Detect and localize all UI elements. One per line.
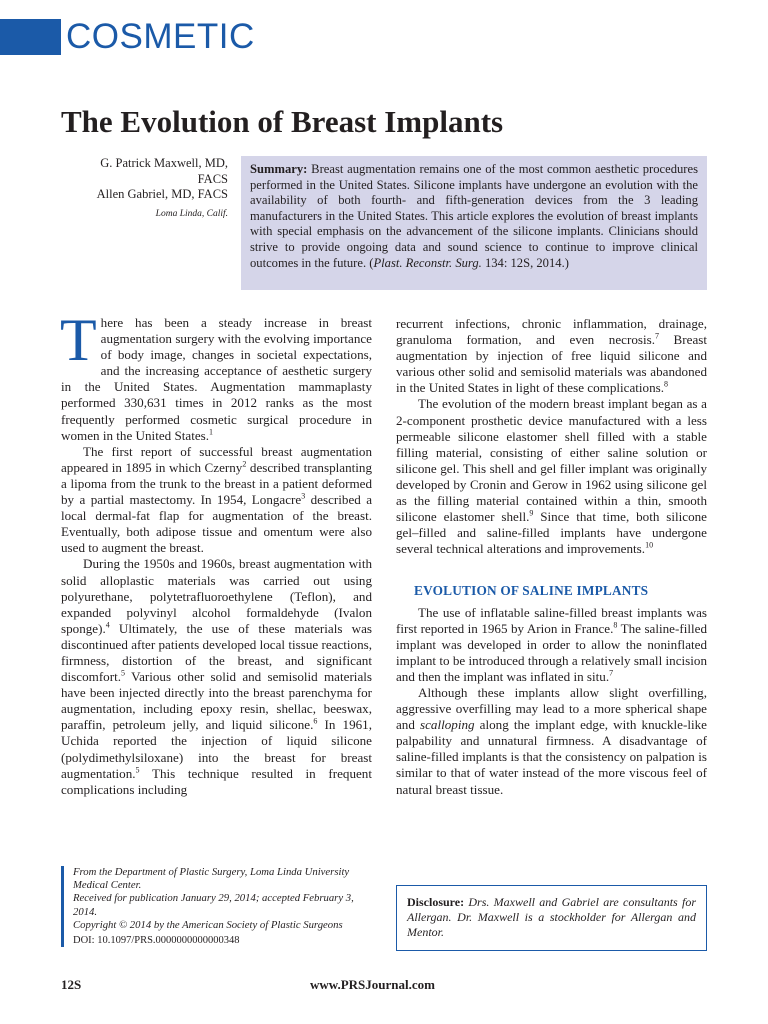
author-line: G. Patrick Maxwell, MD, [100, 156, 228, 170]
disclosure-box [396, 885, 707, 951]
author-block [60, 156, 228, 222]
body-paragraph: During the 1950s and 1960s, breast augmentation with solid alloplastic materials was carried out using polyurethane, polytetrafluoroethylene (Teflon), and expanded polyvinyl alcohol formaldehyde (Ivalon sponge).$^4$ Ultimately, the use of these materials was discontinued after patients developed local tissue reactions, firmness, distortion of the breast, and significant discomfort.$^5$ Various other solid and semisolid materials have been injected directly into the breast parenchyma for augmentation, including epoxy resin, shellac, beeswax, paraffin, petroleum jelly, and liquid silicone.$^6$ In 1961, Uchida reported the injection of liquid silicone (polydimethylsiloxane) into the breast for breast augmentation.$^5$ This technique resulted in frequent complications including [61, 556, 372, 797]
summary-label: Summary: [250, 162, 308, 176]
author-line: FACS [197, 171, 228, 186]
body-paragraph: The evolution of the modern breast implant began as a 2-component prosthetic device manufactured with a less permeable silicone elastomer shell filled with a stable filling material, consisting of either saline solution or silicone gel. This shell and gel filler implant was originally developed by Cronin and Gerow in 1962 using silicone gel as the filling material contained within a thin, smooth silicone elastomer shell.$^9$ Since that time, both silicone gel–filled and saline-filled implants have undergone several technical alterations and improvements.$^{10}$ [396, 396, 707, 557]
body-paragraph: The first report of successful breast augmentation appeared in 1895 in which Czerny$^2$ described transplanting a lipoma from the trunk to the breast in a patient deformed by a partial mastectomy. In 1954, Longacre$^3$ described a local dermal-fat flap for augmentation of the breast. Eventually, both adipose tissue and omentum were also used to augment the breast. [61, 443, 373, 556]
body-paragraph: The use of inflatable saline-filled breast implants was first reported in 1965 by Arion in France.$^8$ The saline-filled implant was developed in order to allow the noninflated implant to be introduced through a relatively small incision and then the implant was inflated in situ.$^7$ [396, 604, 707, 684]
body-paragraph: recurrent infections, chronic inflammation, drainage, granuloma formation, and even necrosis.$^7$ Breast augmentation by injection of free liquid silicone and various other solid and semisolid materials was abandoned in the United States in light of these complications.$^8$ [396, 316, 708, 396]
section-label: COSMETIC [66, 17, 255, 56]
article-title: The Evolution of Breast Implants [61, 104, 504, 139]
author-line: Allen Gabriel, MD, FACS [96, 187, 228, 201]
summary-box [241, 156, 707, 290]
article-footnote [61, 866, 372, 947]
footnote-received: Received for publication January 29, 2014; accepted February 3, 2014. [73, 892, 354, 918]
journal-website-link[interactable]: www.PRSJournal.com [310, 977, 435, 992]
body-column-right [396, 316, 707, 798]
journal-citation: Plast. Reconstr. Surg. [373, 255, 482, 270]
disclosure-text: Drs. Maxwell and Gabriel are consultants for Allergan. Dr. Maxwell is a stockholder for Allergan and Mentor. [407, 895, 696, 940]
footnote-affiliation: From the Department of Plastic Surgery, Loma Linda University Medical Center. [73, 866, 350, 892]
section-color-band [0, 19, 61, 55]
body-paragraph: Although these implants allow slight overfilling, aggressive overfilling may lead to a more spherical shape and scalloping along the implant edge, with knuckle-like palpability and unnatural firmness. A disadvantage of saline-filled implants is that the consistency on palpation is similar to that of water instead of the more viscous feel of natural breast tissue. [396, 684, 707, 797]
citation-details: 134: 12S, 2014.) [481, 255, 569, 270]
disclosure-label: Disclosure: [407, 895, 465, 909]
section-heading: EVOLUTION OF SALINE IMPLANTS [414, 583, 649, 599]
body-paragraph: here has been a steady increase in breast augmentation surgery with the evolving importance of body image, changes in societal expectations, and the increasing acceptance of aesthetic surgery in the United States. Augmentation mammaplasty performed 330,631 times in 2012 ranks as the most frequently performed cosmetic surgical procedure in women in the United States.$^1$ [61, 315, 372, 443]
footnote-copyright: Copyright © 2014 by the American Society of Plastic Surgeons [73, 918, 343, 931]
page-number: 12S [61, 977, 82, 992]
summary-text: Breast augmentation remains one of the most common aesthetic procedures performed in the United States. Silicone implants have undergone an evolution with the availability of both fourth- and fifth-generation devices from the 3 leading manufacturers in the United States. This article explores the evolution of breast implants with special emphasis on the advancement of the silicone implants. Clinicians should strive to provide ongoing data and sound science to continue to improve clinical outcomes in the future. ( [250, 162, 698, 270]
author-location: Loma Linda, Calif. [155, 208, 228, 219]
body-column-left [60, 307, 373, 798]
drop-cap: T [60, 307, 97, 373]
doi-link[interactable]: DOI: 10.1097/PRS.0000000000000348 [73, 935, 240, 947]
